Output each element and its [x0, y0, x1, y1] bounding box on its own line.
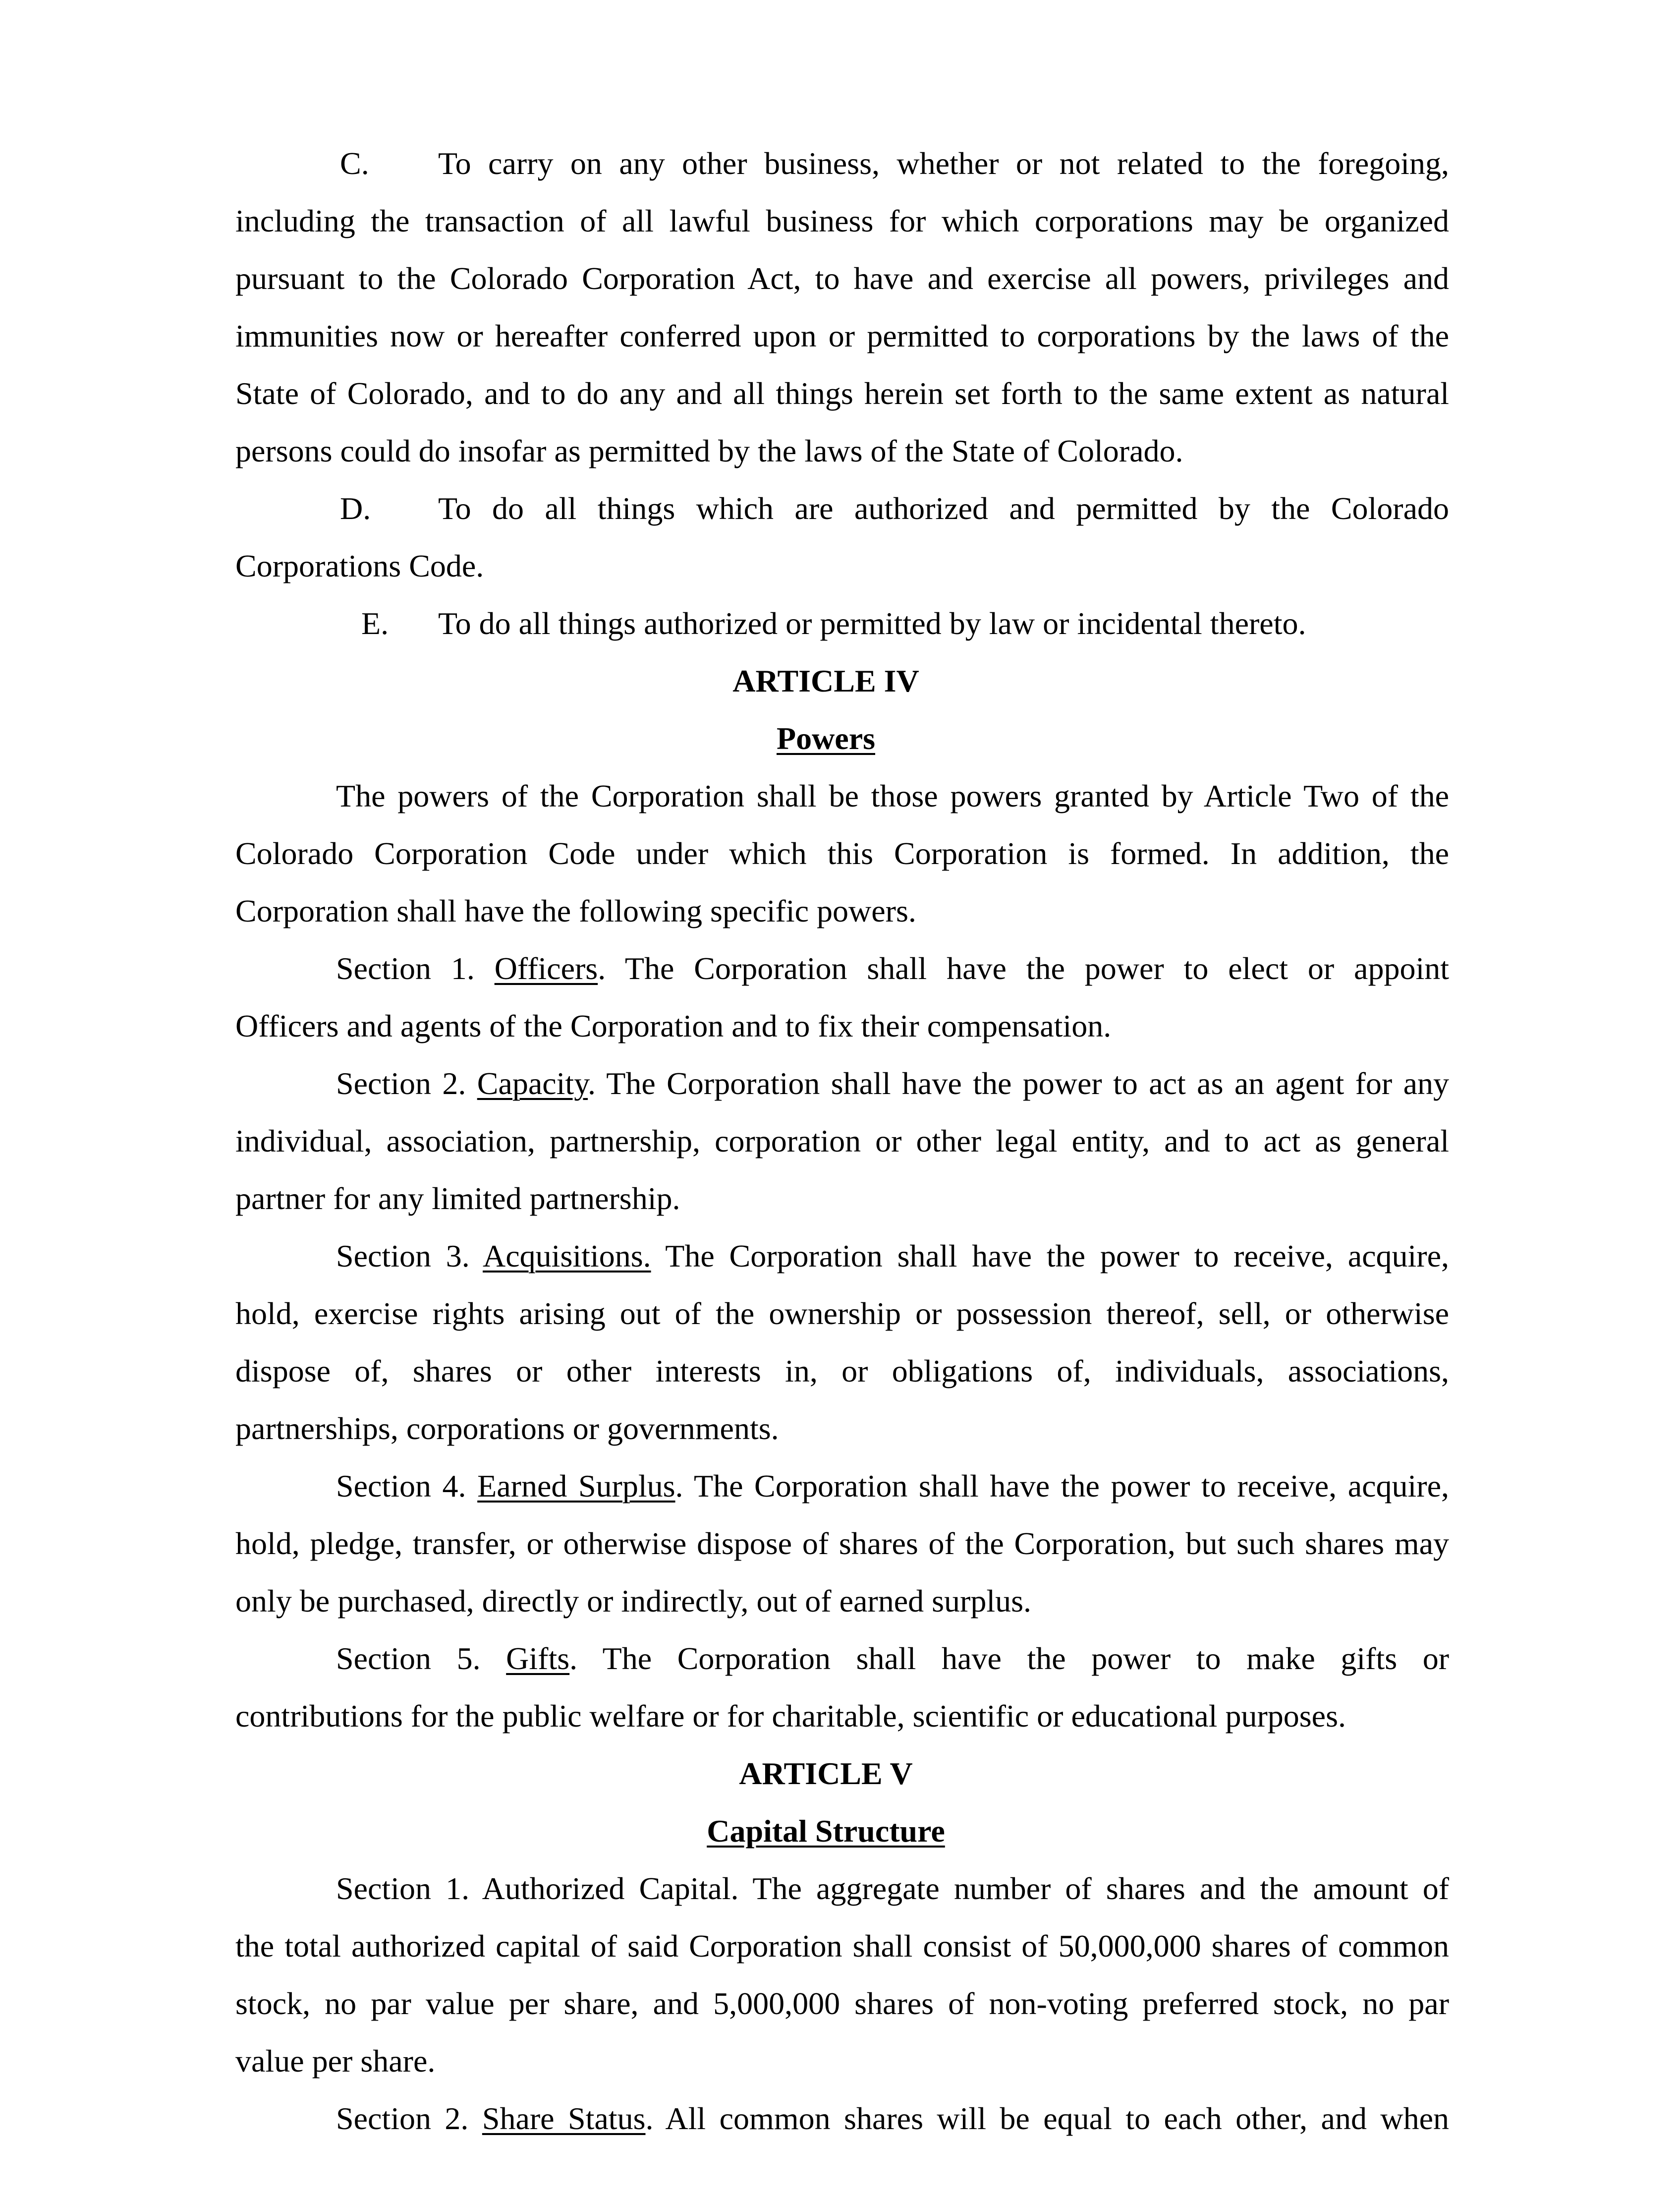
text-line: [235, 825, 1449, 882]
text-run: Section 3.: [336, 1238, 483, 1273]
text-line: [235, 365, 1449, 422]
text-line: [235, 307, 1449, 365]
text-run: ARTICLE V: [739, 1756, 913, 1791]
underlined-term: Capital Structure: [707, 1813, 945, 1849]
text-run: . The Corporation shall have the power to make gifts or: [569, 1641, 1449, 1676]
text-run: To carry on any other business, whether or not related to the foregoing,: [438, 146, 1449, 181]
underlined-term: Earned Surplus: [477, 1468, 675, 1504]
text-run: Section 1.: [336, 951, 495, 986]
text-line: [235, 1112, 1449, 1170]
text-run: hold, exercise rights arising out of the ownership or possession thereof, sell, or otherwise: [235, 1296, 1449, 1331]
text-line: [235, 1457, 1449, 1515]
text-line: [235, 1917, 1449, 1975]
article-heading: [235, 652, 1449, 710]
text-line: [235, 135, 1449, 192]
text-line: [235, 595, 1449, 652]
text-run: Colorado Corporation Code under which this Corporation is formed. In addition, the: [235, 836, 1449, 871]
underlined-term: Gifts: [506, 1641, 570, 1676]
text-line: [235, 422, 1449, 480]
text-run: . The Corporation shall have the power to act as an agent for any: [588, 1066, 1450, 1101]
text-line: [235, 997, 1449, 1055]
underlined-term: Officers: [494, 951, 598, 986]
item-label: D.: [340, 491, 371, 526]
text-line: [235, 767, 1449, 825]
text-line: [235, 1860, 1449, 1917]
text-run: Section 1. Authorized Capital. The aggregate number of shares and the amount of: [336, 1871, 1449, 1906]
text-run: Corporation shall have the following specific powers.: [235, 893, 916, 928]
underlined-term: Acquisitions.: [483, 1238, 651, 1273]
text-run: . The Corporation shall have the power to elect or appoint: [598, 951, 1450, 986]
text-line: [235, 192, 1449, 250]
text-line: [235, 480, 1449, 537]
text-line: [235, 940, 1449, 997]
text-line: [235, 882, 1449, 940]
text-run: To do all things authorized or permitted by law or incidental thereto.: [438, 606, 1306, 641]
text-run: pursuant to the Colorado Corporation Act, to have and exercise all powers, privileges and: [235, 261, 1449, 296]
item-label: C.: [340, 146, 369, 181]
text-line: [235, 1975, 1449, 2032]
article-heading: [235, 710, 1449, 767]
text-run: immunities now or hereafter conferred upon or permitted to corporations by the laws of the: [235, 318, 1449, 353]
text-run: hold, pledge, transfer, or otherwise dispose of shares of the Corporation, but such shares may: [235, 1526, 1449, 1561]
text-run: Corporations Code.: [235, 548, 484, 583]
text-line: [235, 2090, 1449, 2147]
underlined-term: Share Status: [482, 2101, 646, 2136]
text-line: [235, 1170, 1449, 1227]
text-run: stock, no par value per share, and 5,000,000 shares of non-voting preferred stock, no par: [235, 1986, 1449, 2021]
text-run: only be purchased, directly or indirectly, out of earned surplus.: [235, 1583, 1032, 1619]
text-run: value per share.: [235, 2043, 436, 2079]
text-line: [235, 1285, 1449, 1342]
text-run: the total authorized capital of said Corporation shall consist of 50,000,000 shares of common: [235, 1928, 1449, 1964]
text-run: dispose of, shares or other interests in, or obligations of, individuals, associations,: [235, 1353, 1449, 1388]
text-run: individual, association, partnership, corporation or other legal entity, and to act as general: [235, 1123, 1449, 1158]
text-run: The Corporation shall have the power to receive, acquire,: [651, 1238, 1450, 1273]
text-line: [235, 537, 1449, 595]
text-run: Section 5.: [336, 1641, 506, 1676]
text-run: persons could do insofar as permitted by the laws of the State of Colorado.: [235, 433, 1183, 468]
article-heading: [235, 1745, 1449, 1802]
text-line: [235, 1055, 1449, 1112]
item-label: E.: [361, 606, 389, 641]
text-run: Section 2.: [336, 1066, 477, 1101]
text-run: including the transaction of all lawful business for which corporations may be organized: [235, 203, 1449, 238]
text-run: Officers and agents of the Corporation and to fix their compensation.: [235, 1008, 1112, 1043]
article-heading: [235, 1802, 1449, 1860]
text-run: To do all things which are authorized and permitted by the Colorado: [438, 491, 1449, 526]
text-run: Section 2.: [336, 2101, 482, 2136]
text-run: partner for any limited partnership.: [235, 1181, 680, 1216]
underlined-term: Powers: [776, 721, 876, 756]
text-line: [235, 1515, 1449, 1572]
text-line: [235, 1400, 1449, 1457]
document-page: [235, 135, 1449, 2147]
text-run: The powers of the Corporation shall be those powers granted by Article Two of the: [336, 778, 1449, 813]
text-run: contributions for the public welfare or for charitable, scientific or educational purposes.: [235, 1698, 1346, 1734]
text-run: partnerships, corporations or governments.: [235, 1411, 779, 1446]
underlined-term: Capacity: [477, 1066, 588, 1101]
text-run: ARTICLE IV: [732, 663, 919, 698]
text-line: [235, 1342, 1449, 1400]
text-line: [235, 1687, 1449, 1745]
text-line: [235, 1572, 1449, 1630]
text-line: [235, 1630, 1449, 1687]
text-line: [235, 2032, 1449, 2090]
text-run: . The Corporation shall have the power to receive, acquire,: [675, 1468, 1450, 1504]
text-line: [235, 250, 1449, 307]
text-run: State of Colorado, and to do any and all things herein set forth to the same extent as natural: [235, 376, 1449, 411]
text-run: Section 4.: [336, 1468, 478, 1504]
text-run: . All common shares will be equal to each other, and when: [645, 2101, 1450, 2136]
text-line: [235, 1227, 1449, 1285]
